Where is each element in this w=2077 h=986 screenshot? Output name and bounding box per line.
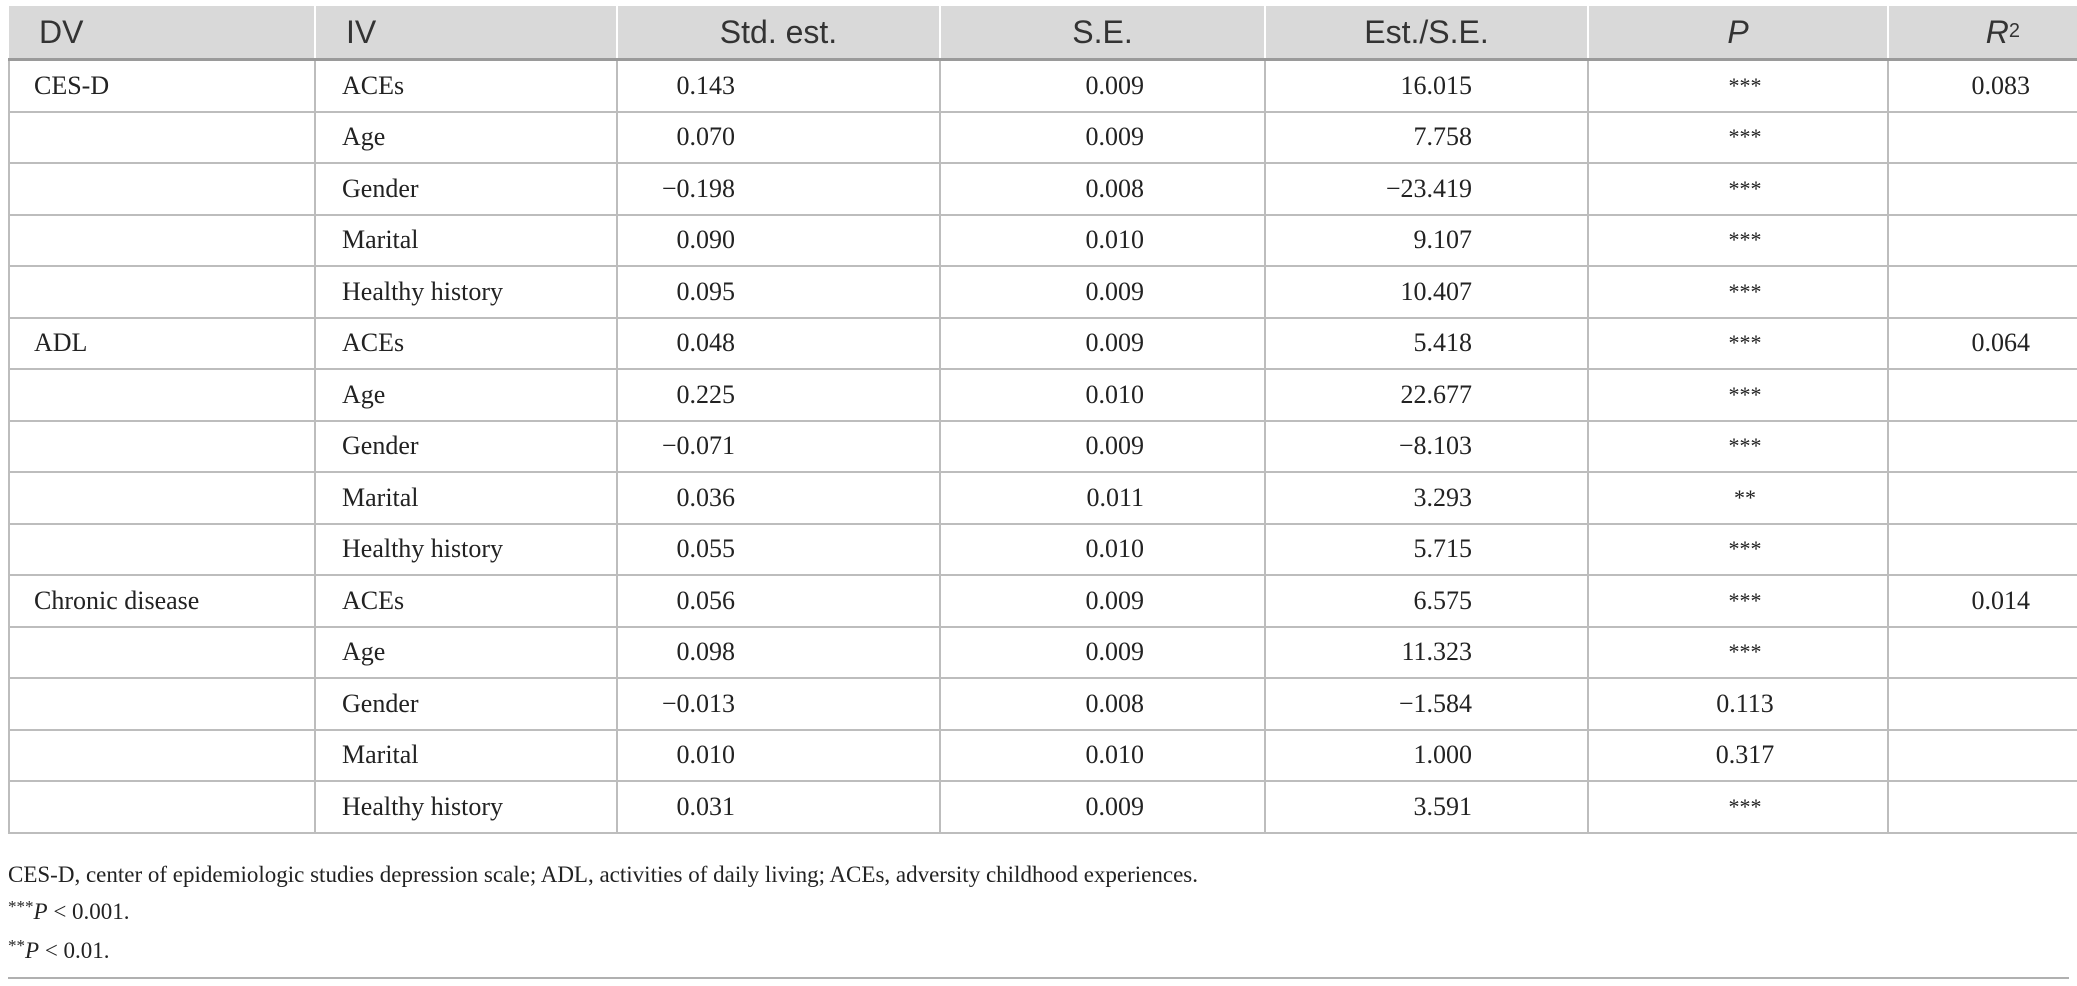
cell-se: 0.009 (940, 112, 1265, 164)
cell-std-est: 0.090 (617, 215, 940, 267)
cell-std-est: 0.036 (617, 472, 940, 524)
cell-iv: Marital (315, 730, 617, 782)
cell-iv: Gender (315, 678, 617, 730)
table-row (9, 730, 2077, 782)
table-row (9, 781, 2077, 833)
cell-p: *** (1588, 421, 1888, 473)
table-row (9, 421, 2077, 473)
table-row (9, 678, 2077, 730)
regression-table-container (8, 6, 2069, 834)
cell-dv (9, 472, 315, 524)
cell-iv: ACEs (315, 60, 617, 112)
footnote-text: < 0.01. (39, 938, 110, 963)
cell-est-se: 3.293 (1265, 472, 1588, 524)
cell-r2 (1888, 781, 2077, 833)
cell-std-est: 0.056 (617, 575, 940, 627)
cell-r2: 0.083 (1888, 60, 2077, 112)
cell-iv: Healthy history (315, 781, 617, 833)
cell-dv: Chronic disease (9, 575, 315, 627)
cell-p: *** (1588, 60, 1888, 112)
cell-se: 0.008 (940, 678, 1265, 730)
cell-se: 0.009 (940, 60, 1265, 112)
cell-p: *** (1588, 215, 1888, 267)
cell-est-se: 7.758 (1265, 112, 1588, 164)
cell-est-se: 10.407 (1265, 266, 1588, 318)
header-p: P (1588, 6, 1888, 60)
cell-r2 (1888, 369, 2077, 421)
table-footnotes (8, 856, 2069, 971)
cell-r2 (1888, 421, 2077, 473)
cell-iv: ACEs (315, 318, 617, 370)
cell-p: ** (1588, 472, 1888, 524)
header-row (9, 6, 2077, 60)
cell-dv (9, 524, 315, 576)
cell-iv: Age (315, 112, 617, 164)
footnote-symbol: ** (8, 936, 25, 955)
cell-se: 0.010 (940, 215, 1265, 267)
cell-iv: Marital (315, 215, 617, 267)
cell-std-est: 0.098 (617, 627, 940, 679)
cell-p: *** (1588, 369, 1888, 421)
cell-iv: ACEs (315, 575, 617, 627)
cell-dv (9, 163, 315, 215)
cell-iv: Age (315, 369, 617, 421)
cell-se: 0.011 (940, 472, 1265, 524)
table-header (9, 6, 2077, 60)
cell-se: 0.010 (940, 730, 1265, 782)
cell-est-se: 16.015 (1265, 60, 1588, 112)
cell-est-se: 9.107 (1265, 215, 1588, 267)
cell-iv: Age (315, 627, 617, 679)
footnote-abbreviations: CES-D, center of epidemiologic studies depression scale; ADL, activities of daily living; ACEs, adversity childhood experiences. (8, 862, 1198, 887)
cell-se: 0.010 (940, 524, 1265, 576)
cell-r2 (1888, 266, 2077, 318)
cell-est-se: 5.715 (1265, 524, 1588, 576)
table-row (9, 318, 2077, 370)
cell-r2: 0.064 (1888, 318, 2077, 370)
cell-p: *** (1588, 627, 1888, 679)
cell-dv: ADL (9, 318, 315, 370)
cell-est-se: 11.323 (1265, 627, 1588, 679)
cell-est-se: 5.418 (1265, 318, 1588, 370)
cell-se: 0.009 (940, 627, 1265, 679)
cell-iv: Gender (315, 163, 617, 215)
cell-r2 (1888, 215, 2077, 267)
cell-std-est: 0.031 (617, 781, 940, 833)
cell-dv (9, 627, 315, 679)
cell-std-est: −0.013 (617, 678, 940, 730)
cell-dv (9, 215, 315, 267)
cell-std-est: 0.070 (617, 112, 940, 164)
cell-p: *** (1588, 112, 1888, 164)
cell-p: *** (1588, 524, 1888, 576)
footnote-p-01 (8, 932, 2069, 971)
cell-iv: Healthy history (315, 524, 617, 576)
cell-dv (9, 781, 315, 833)
cell-dv (9, 112, 315, 164)
cell-r2 (1888, 730, 2077, 782)
table-row (9, 524, 2077, 576)
header-r2 (1888, 6, 2077, 60)
cell-r2 (1888, 163, 2077, 215)
footnote-symbol: *** (8, 897, 34, 916)
header-r2-superscript: 2 (2008, 19, 2020, 42)
table-body (9, 60, 2077, 833)
cell-se: 0.009 (940, 266, 1265, 318)
cell-dv (9, 678, 315, 730)
cell-se: 0.009 (940, 318, 1265, 370)
cell-r2 (1888, 627, 2077, 679)
cell-iv: Gender (315, 421, 617, 473)
table-row (9, 369, 2077, 421)
cell-se: 0.009 (940, 781, 1265, 833)
cell-r2 (1888, 472, 2077, 524)
cell-p: *** (1588, 163, 1888, 215)
cell-p: *** (1588, 318, 1888, 370)
cell-p: *** (1588, 781, 1888, 833)
cell-std-est: −0.198 (617, 163, 940, 215)
cell-p: 0.317 (1588, 730, 1888, 782)
cell-est-se: −1.584 (1265, 678, 1588, 730)
cell-iv: Marital (315, 472, 617, 524)
cell-r2 (1888, 112, 2077, 164)
cell-p: *** (1588, 575, 1888, 627)
cell-std-est: 0.143 (617, 60, 940, 112)
cell-est-se: 1.000 (1265, 730, 1588, 782)
cell-se: 0.010 (940, 369, 1265, 421)
cell-dv (9, 421, 315, 473)
cell-p: 0.113 (1588, 678, 1888, 730)
cell-est-se: −8.103 (1265, 421, 1588, 473)
cell-r2 (1888, 524, 2077, 576)
cell-est-se: 6.575 (1265, 575, 1588, 627)
cell-se: 0.008 (940, 163, 1265, 215)
regression-table (8, 6, 2077, 834)
cell-std-est: 0.055 (617, 524, 940, 576)
header-std-est: Std. est. (617, 6, 940, 60)
table-row (9, 627, 2077, 679)
table-row (9, 575, 2077, 627)
footnote-p-label: P (25, 938, 40, 963)
header-iv: IV (315, 6, 617, 60)
cell-dv (9, 369, 315, 421)
cell-std-est: 0.010 (617, 730, 940, 782)
cell-dv: CES-D (9, 60, 315, 112)
header-est-se: Est./S.E. (1265, 6, 1588, 60)
table-row (9, 112, 2077, 164)
cell-dv (9, 266, 315, 318)
cell-std-est: 0.048 (617, 318, 940, 370)
footnote-p-label: P (33, 899, 48, 924)
cell-r2: 0.014 (1888, 575, 2077, 627)
cell-r2 (1888, 678, 2077, 730)
cell-dv (9, 730, 315, 782)
cell-se: 0.009 (940, 575, 1265, 627)
footnote-p-001 (8, 893, 2069, 932)
cell-std-est: 0.225 (617, 369, 940, 421)
table-row (9, 215, 2077, 267)
cell-iv: Healthy history (315, 266, 617, 318)
footnote-text: < 0.001. (47, 899, 130, 924)
cell-est-se: −23.419 (1265, 163, 1588, 215)
header-se: S.E. (940, 6, 1265, 60)
table-row (9, 266, 2077, 318)
cell-p: *** (1588, 266, 1888, 318)
bottom-divider (8, 977, 2069, 979)
cell-est-se: 22.677 (1265, 369, 1588, 421)
cell-std-est: 0.095 (617, 266, 940, 318)
cell-se: 0.009 (940, 421, 1265, 473)
table-row (9, 163, 2077, 215)
table-row (9, 60, 2077, 112)
table-row (9, 472, 2077, 524)
cell-std-est: −0.071 (617, 421, 940, 473)
header-r2-base: R (1985, 13, 2009, 50)
cell-est-se: 3.591 (1265, 781, 1588, 833)
header-dv: DV (9, 6, 315, 60)
